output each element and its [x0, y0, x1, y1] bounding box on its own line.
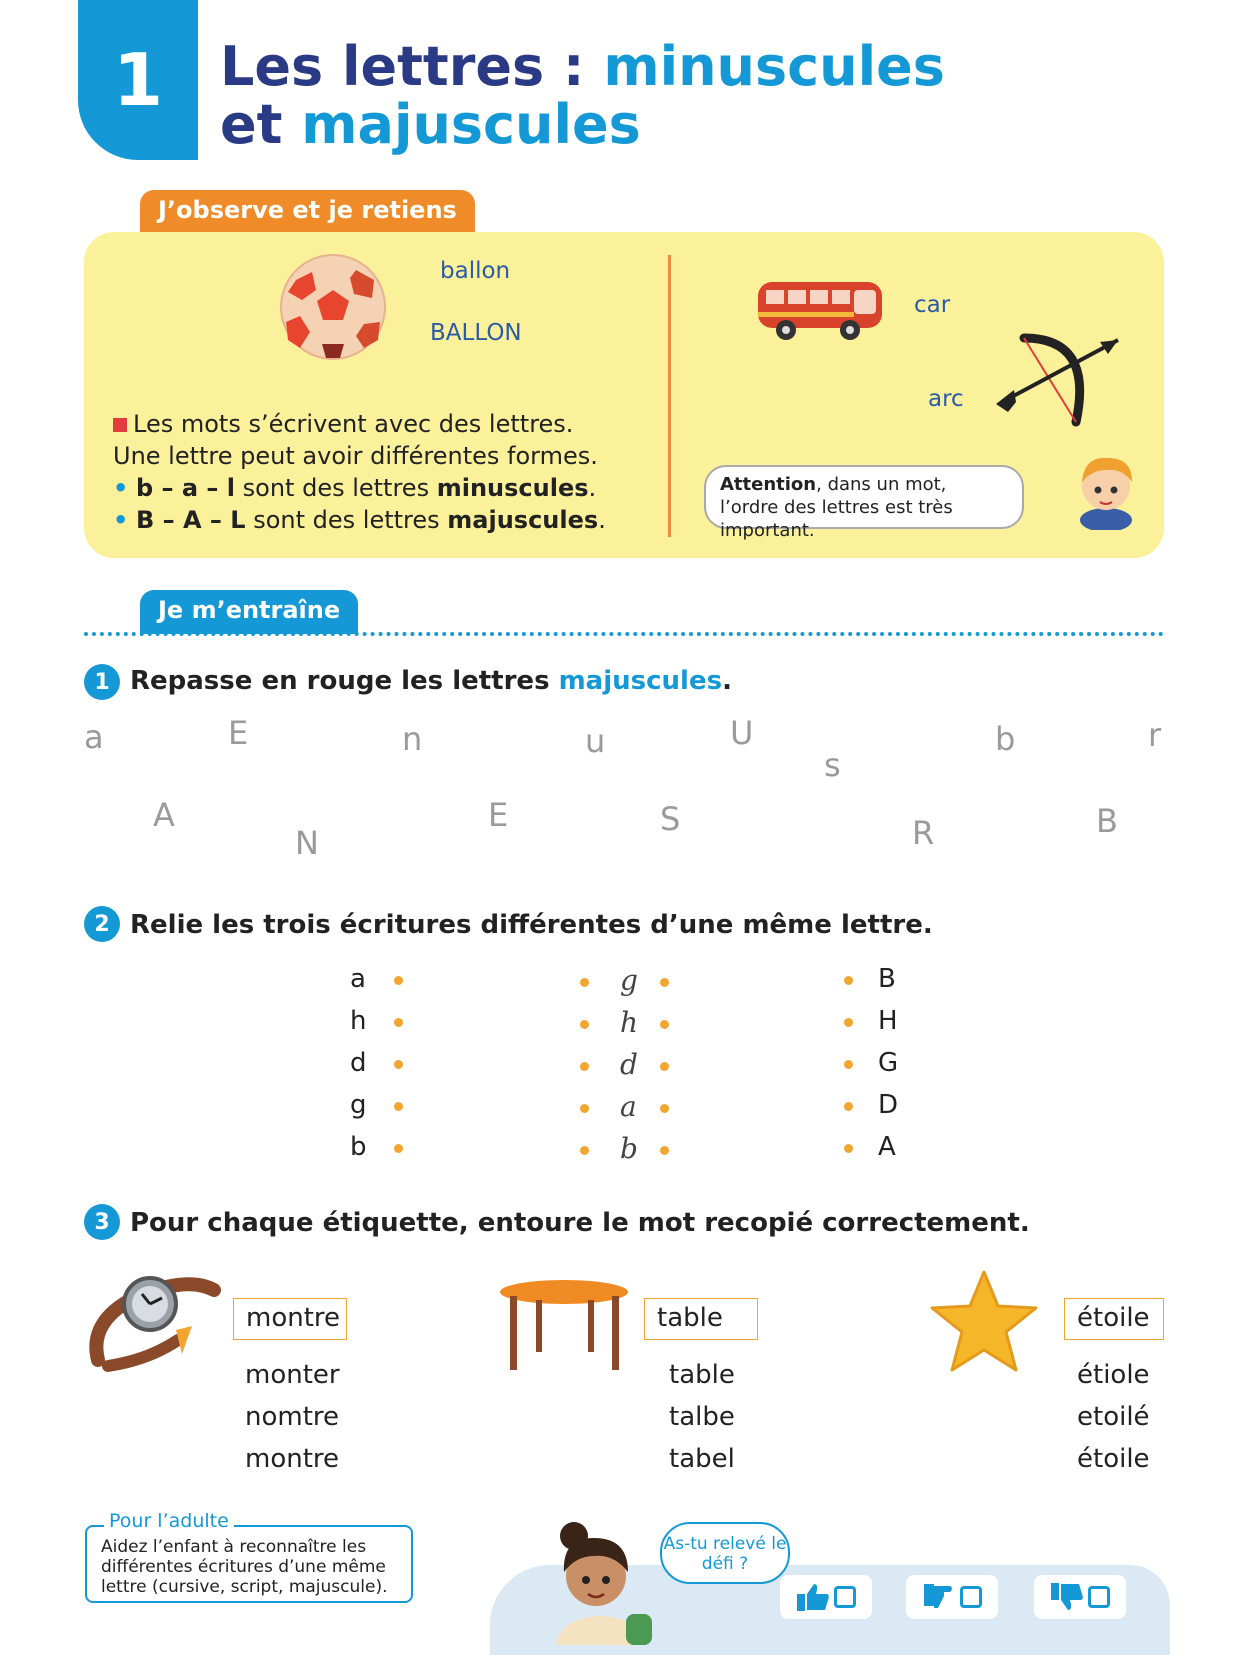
- rule-text-part: sont des lettres: [235, 474, 437, 502]
- exercise-2-title: Relie les trois écritures différentes d’une même lettre.: [130, 910, 933, 940]
- col1-letter: g: [350, 1090, 367, 1120]
- letter-to-trace[interactable]: S: [660, 800, 681, 838]
- connect-dot[interactable]: [660, 1104, 669, 1113]
- bow-arrow-icon: [994, 332, 1132, 432]
- col3-letter: H: [878, 1006, 898, 1036]
- attention-bubble: [704, 465, 1024, 541]
- connect-dot[interactable]: [580, 1104, 589, 1113]
- adult-note-box: Aidez l’enfant à reconnaître les différentes écritures d’une même lettre (cursive, script, majuscule).: [85, 1525, 413, 1603]
- watch-icon: [88, 1270, 224, 1374]
- letter-to-trace[interactable]: r: [1148, 716, 1162, 754]
- letter-to-trace[interactable]: A: [153, 796, 175, 834]
- word-arc: arc: [928, 386, 964, 412]
- rule-line: Les mots s’écrivent avec des lettres.: [133, 410, 574, 438]
- panel-divider: [668, 255, 671, 537]
- connect-dot[interactable]: [394, 1102, 403, 1111]
- title-highlight-majuscules: majuscules: [301, 93, 641, 156]
- word-option[interactable]: nomtre: [245, 1402, 340, 1432]
- word-option[interactable]: tabel: [669, 1444, 735, 1474]
- connect-dot[interactable]: [580, 1062, 589, 1071]
- rule-text: Les mots s’écrivent avec des lettres. Une lettre peut avoir différentes formes. • b – a – l sont des lettres minuscules. • B – A – L sont des lettres majuscules.: [113, 410, 606, 534]
- connect-dot[interactable]: [580, 1020, 589, 1029]
- connect-dot[interactable]: [394, 976, 403, 985]
- connect-dot[interactable]: [844, 1102, 853, 1111]
- col1-letter: d: [350, 1048, 367, 1078]
- word-option[interactable]: table: [669, 1360, 735, 1390]
- letter-to-trace[interactable]: B: [1096, 802, 1118, 840]
- rule-min-word: minuscules: [436, 474, 589, 502]
- col3-letter: B: [878, 964, 896, 994]
- connect-dot[interactable]: [394, 1060, 403, 1069]
- exercise-1-number: 1: [84, 664, 120, 700]
- ex1-title-part: Repasse en rouge les lettres: [130, 666, 559, 696]
- col1-letter: h: [350, 1006, 367, 1036]
- col2-cursive-letter: b: [620, 1132, 638, 1165]
- letter-to-trace[interactable]: E: [228, 714, 249, 752]
- col3-letter: G: [878, 1048, 899, 1078]
- word-ballon: ballon: [440, 258, 511, 284]
- thumbs-sideways-icon: [922, 1582, 956, 1612]
- thumbs-down-icon: [1050, 1582, 1084, 1612]
- letter-to-trace[interactable]: s: [824, 746, 841, 784]
- word-option[interactable]: etoilé: [1077, 1402, 1150, 1432]
- title-part: et: [220, 93, 302, 156]
- checkbox[interactable]: [834, 1586, 856, 1608]
- exercise-2-number: 2: [84, 906, 120, 942]
- word-BALLON: BALLON: [430, 320, 522, 346]
- lesson-number-tab: [78, 0, 198, 160]
- connect-dot[interactable]: [660, 1146, 669, 1155]
- col2-cursive-letter: a: [620, 1090, 637, 1123]
- thumbs-mid-option[interactable]: [906, 1575, 998, 1619]
- checkbox[interactable]: [1088, 1586, 1110, 1608]
- thumbs-up-icon: [796, 1582, 830, 1612]
- title-part: Les lettres :: [220, 35, 604, 98]
- letter-to-trace[interactable]: u: [585, 722, 606, 760]
- connect-dot[interactable]: [660, 1062, 669, 1071]
- rule-maj-letters: B – A – L: [135, 506, 246, 534]
- col1-letter: b: [350, 1132, 367, 1162]
- bubble-bold: Attention: [720, 474, 817, 495]
- connect-dot[interactable]: [844, 1018, 853, 1027]
- label-table: table: [644, 1298, 758, 1340]
- exercise-3-title: Pour chaque étiquette, entoure le mot recopié correctement.: [130, 1208, 1030, 1238]
- bullet-icon: •: [113, 506, 129, 534]
- practice-tab: Je m’entraîne: [140, 590, 358, 634]
- letter-to-trace[interactable]: N: [295, 824, 319, 862]
- ball-icon: [278, 252, 388, 362]
- title-highlight-minuscules: minuscules: [603, 35, 945, 98]
- col3-letter: D: [878, 1090, 899, 1120]
- word-car: car: [914, 292, 951, 318]
- rule-text-part: sont des lettres: [245, 506, 448, 534]
- connect-dot[interactable]: [660, 1020, 669, 1029]
- thumbs-up-option[interactable]: [780, 1575, 872, 1619]
- connect-dot[interactable]: [844, 1060, 853, 1069]
- ex1-title-highlight: majuscules: [558, 666, 723, 696]
- letter-to-trace[interactable]: R: [912, 814, 935, 852]
- letter-to-trace[interactable]: a: [84, 718, 104, 756]
- lesson-number: 1: [112, 38, 164, 122]
- observe-tab: J’observe et je retiens: [140, 190, 475, 234]
- adult-note-title: Pour l’adulte: [104, 1510, 234, 1532]
- col2-cursive-letter: g: [620, 964, 638, 997]
- star-icon: [928, 1268, 1040, 1376]
- connect-dot[interactable]: [660, 978, 669, 987]
- boy-avatar-icon: [1072, 450, 1140, 530]
- label-etoile: étoile: [1064, 1298, 1164, 1340]
- bus-icon: [756, 278, 886, 344]
- letter-to-trace[interactable]: U: [730, 714, 754, 752]
- table-icon: [496, 1278, 632, 1370]
- connect-dot[interactable]: [394, 1144, 403, 1153]
- rule-maj-word: majuscules: [447, 506, 599, 534]
- bubble-text: , dans un mot, l’ordre des lettres est très important.: [720, 474, 953, 541]
- exercise-3-number: 3: [84, 1204, 120, 1240]
- word-option[interactable]: talbe: [669, 1402, 735, 1432]
- letter-to-trace[interactable]: E: [488, 796, 509, 834]
- checkbox[interactable]: [960, 1586, 982, 1608]
- col2-cursive-letter: d: [620, 1048, 638, 1081]
- connect-dot[interactable]: [844, 1144, 853, 1153]
- connect-dot[interactable]: [844, 976, 853, 985]
- dotted-divider: [84, 632, 1164, 636]
- word-option[interactable]: étiole: [1077, 1360, 1150, 1390]
- letter-to-trace[interactable]: n: [402, 720, 423, 758]
- red-square-icon: [113, 418, 127, 432]
- girl-avatar-icon: [540, 1518, 658, 1645]
- word-option[interactable]: étoile: [1077, 1444, 1150, 1474]
- connect-dot[interactable]: [394, 1018, 403, 1027]
- connect-dot[interactable]: [580, 1146, 589, 1155]
- thumbs-down-option[interactable]: [1034, 1575, 1126, 1619]
- rule-min-letters: b – a – l: [135, 474, 236, 502]
- col3-letter: A: [878, 1132, 896, 1162]
- letter-to-trace[interactable]: b: [995, 720, 1016, 758]
- bullet-icon: •: [113, 474, 129, 502]
- col1-letter: a: [350, 964, 366, 994]
- ex1-title-part: .: [722, 666, 732, 696]
- exercise-1-title: [130, 666, 732, 696]
- defi-bubble: As-tu relevé le défi ?: [660, 1522, 790, 1584]
- rule-line: Une lettre peut avoir différentes formes.: [113, 442, 598, 470]
- word-option[interactable]: monter: [245, 1360, 340, 1390]
- word-option[interactable]: montre: [245, 1444, 340, 1474]
- col2-cursive-letter: h: [620, 1006, 639, 1039]
- page-title: [220, 35, 945, 156]
- label-montre: montre: [233, 1298, 347, 1340]
- connect-dot[interactable]: [580, 978, 589, 987]
